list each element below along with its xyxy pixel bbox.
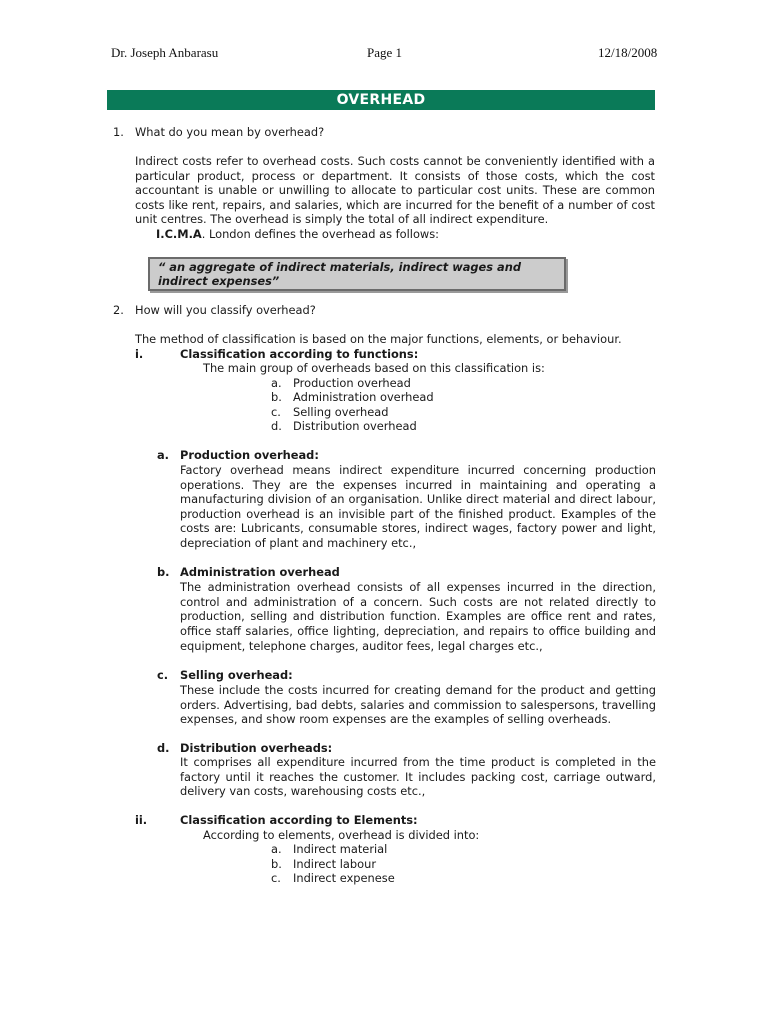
administration-last-line: equipment, telephone charges, auditor fees, legal charges etc., <box>180 639 543 653</box>
definition-quote: “ an aggregate of indirect materials, indirect wages and indirect expenses” <box>158 260 521 288</box>
list-item: Production overhead <box>293 376 411 390</box>
list-item: Indirect labour <box>293 857 377 871</box>
question-2-number: 2. <box>113 303 124 317</box>
administration-paragraph <box>180 580 656 638</box>
list-item-marker: c. <box>271 871 281 885</box>
question-1-number: 1. <box>113 125 124 139</box>
production-line: production overhead is an invisible part of the finished product. Examples of the <box>180 506 656 521</box>
list-item: Indirect material <box>293 842 388 856</box>
production-line: costs are: Lubricants, consumable stores, indirect wages, factory power and light, <box>180 521 656 536</box>
distribution-last-line: delivery van costs, warehousing costs etc., <box>180 784 426 798</box>
administration-line: The administration overhead consists of all expenses incurred in the direction, <box>180 580 656 594</box>
page-title: OVERHEAD <box>336 92 426 108</box>
section-i-number: i. <box>135 347 144 361</box>
list-item-marker: b. <box>271 857 282 871</box>
q1-line: Indirect costs refer to overhead costs. Such costs cannot be conveniently identified with a <box>135 154 655 168</box>
selling-line: orders. Advertising, bad debts, salaries and commission to salespersons, travelling <box>180 697 656 712</box>
section-i-lead: The main group of overheads based on this classification is: <box>203 361 545 375</box>
production-line: manufacturing division of an organisation. Unlike direct material and direct labour, <box>180 492 656 507</box>
production-last-line: depreciation of plant and machinery etc., <box>180 536 417 550</box>
list-item-marker: a. <box>271 842 282 856</box>
q1-last-line: unit centres. The overhead is simply the total of all indirect expenditure. <box>135 212 549 226</box>
section-ii-title: Classification according to Elements: <box>180 813 418 827</box>
icma-label: I.C.M.A <box>156 227 202 241</box>
icma-definition <box>156 227 439 241</box>
production-marker: a. <box>157 448 170 462</box>
section-i-title: Classification according to functions: <box>180 347 419 361</box>
administration-line: office staff salaries, office lighting, depreciation, and repairs to office building and <box>180 623 656 638</box>
administration-line: control and administration of a concern. Such costs are not related directly to <box>180 594 656 609</box>
selling-heading: Selling overhead: <box>180 668 293 682</box>
question-1-text: What do you mean by overhead? <box>135 125 325 139</box>
administration-marker: b. <box>157 565 170 579</box>
definition-quote-box <box>148 257 566 291</box>
list-item: Indirect expenese <box>293 871 395 885</box>
distribution-line: It comprises all expenditure incurred from the time product is completed in the <box>180 755 656 769</box>
selling-line: These include the costs incurred for creating demand for the product and getting <box>180 683 656 697</box>
section-ii-number: ii. <box>135 813 148 827</box>
header-page-number: Page 1 <box>367 45 403 60</box>
section-ii-lead: According to elements, overhead is divided into: <box>203 828 480 842</box>
distribution-line: factory until it reaches the customer. It includes packing cost, carriage outward, <box>180 769 656 784</box>
q2-intro: The method of classification is based on the major functions, elements, or behaviour. <box>135 332 622 346</box>
list-item: Distribution overhead <box>293 419 417 433</box>
administration-heading: Administration overhead <box>180 565 340 579</box>
administration-line: production, selling and distribution function. Examples are office rent and rates, <box>180 609 656 624</box>
q1-answer-paragraph <box>135 154 655 212</box>
production-paragraph <box>180 463 656 536</box>
selling-paragraph <box>180 683 656 712</box>
list-item: Selling overhead <box>293 405 389 419</box>
selling-last-line: expenses, and show room expenses are the examples of selling overheads. <box>180 712 612 726</box>
list-item-marker: a. <box>271 376 282 390</box>
title-banner <box>107 90 655 110</box>
list-item: Administration overhead <box>293 390 434 404</box>
list-item-marker: d. <box>271 419 282 433</box>
list-item-marker: c. <box>271 405 281 419</box>
distribution-marker: d. <box>157 741 170 755</box>
question-2-text: How will you classify overhead? <box>135 303 316 317</box>
q1-line: particular product, process or department. It consists of those costs, which the cost <box>135 168 655 183</box>
icma-text: . London defines the overhead as follows: <box>201 227 440 241</box>
q1-line: accountant is unable or unwilling to allocate to particular cost units. These are common <box>135 183 655 198</box>
list-item-marker: b. <box>271 390 282 404</box>
q1-line: costs like rent, repairs, and salaries, which are incurred for the benefit of a number of cost <box>135 197 655 212</box>
production-line: Factory overhead means indirect expenditure incurred concerning production <box>180 463 656 477</box>
header-date: 12/18/2008 <box>598 45 658 60</box>
distribution-heading: Distribution overheads: <box>180 741 333 755</box>
production-line: operations. They are the expenses incurred in maintaining and operating a <box>180 477 656 492</box>
distribution-paragraph <box>180 755 656 784</box>
selling-marker: c. <box>157 668 169 682</box>
header-author: Dr. Joseph Anbarasu <box>111 45 219 60</box>
production-heading: Production overhead: <box>180 448 319 462</box>
